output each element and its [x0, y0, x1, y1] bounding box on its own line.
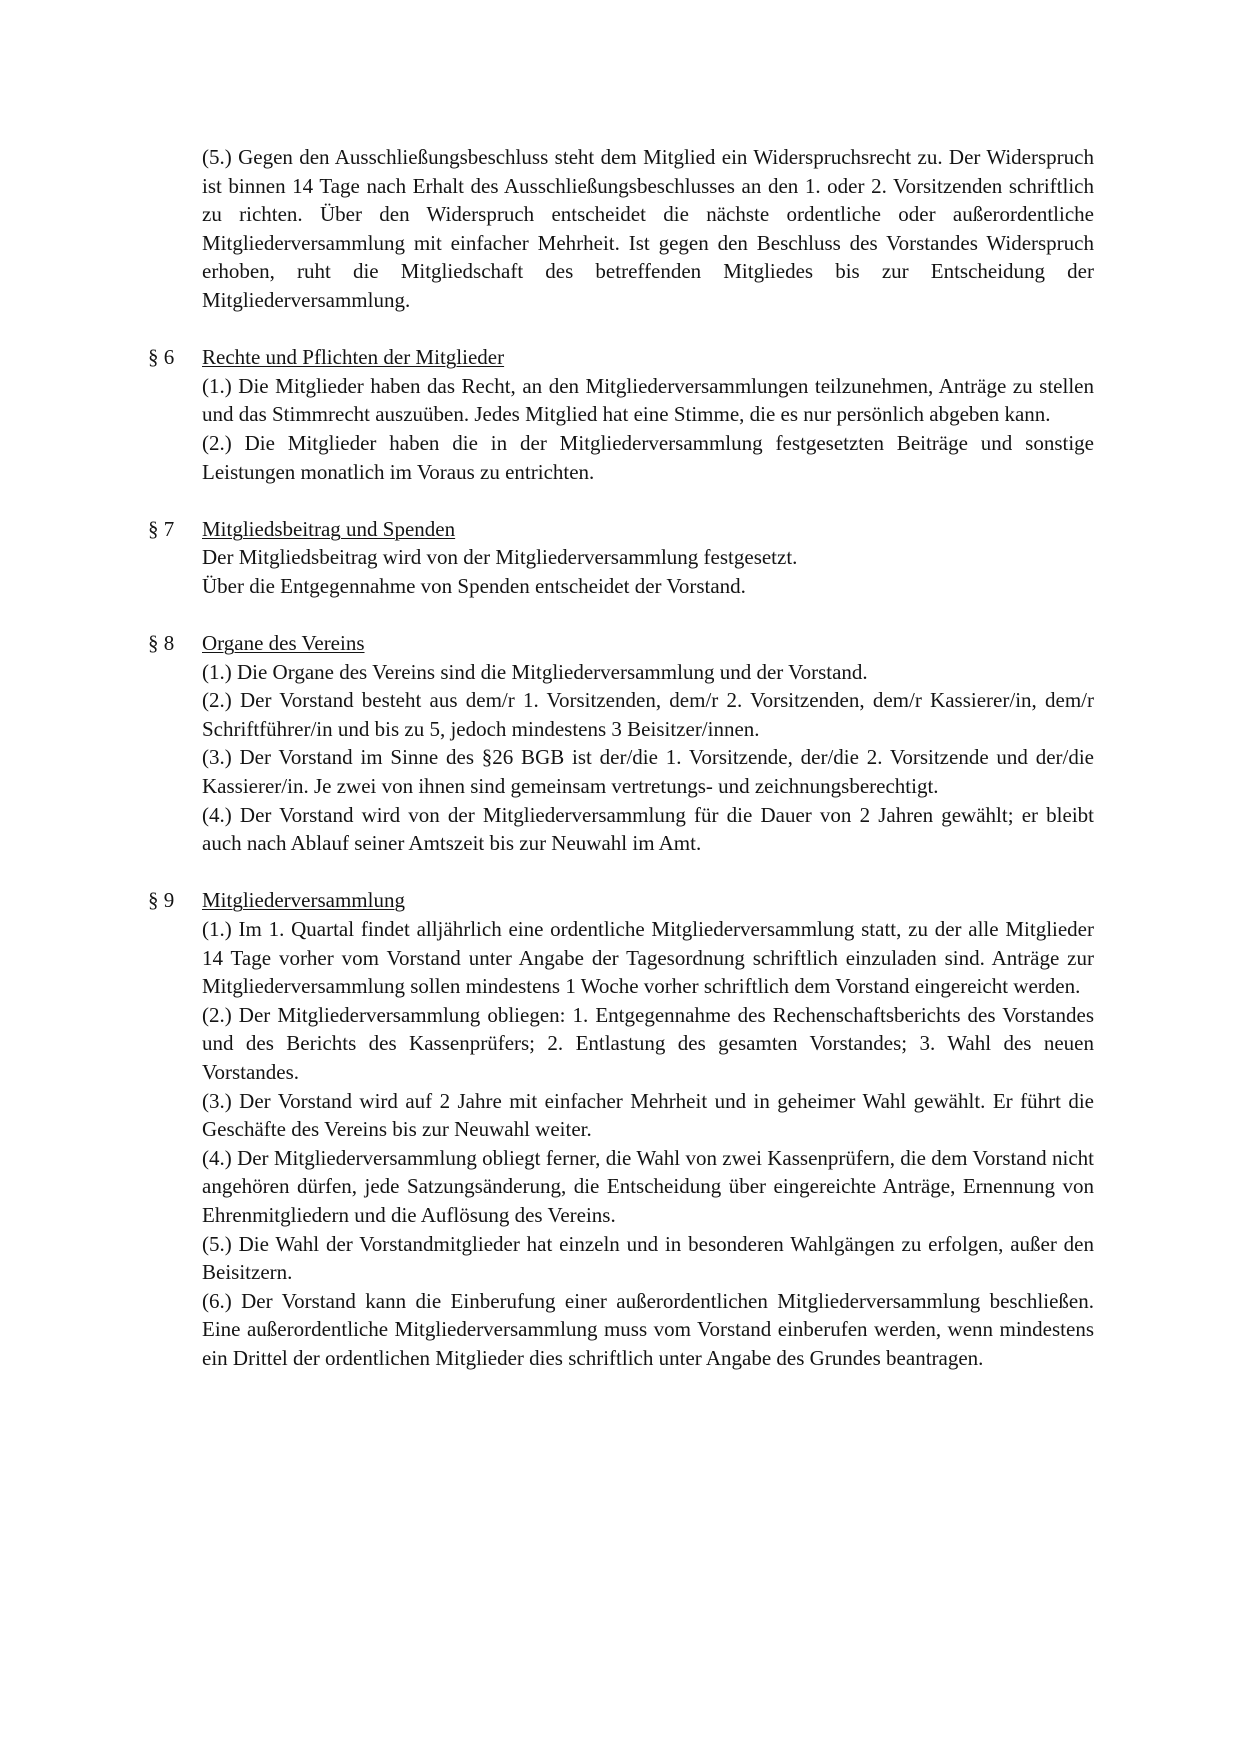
section-heading [148, 629, 1094, 658]
section-paragraph: (5.) Die Wahl der Vorstandmitglieder hat einzeln und in besonderen Wahlgängen zu erfolgen, außer den Beisitzern. [202, 1231, 1094, 1285]
document-body [148, 143, 1094, 1373]
section-title: Mitgliedsbeitrag und Spenden [202, 516, 456, 541]
section-title: Organe des Vereins [202, 631, 365, 656]
section-paragraph: (3.) Der Vorstand wird auf 2 Jahre mit einfacher Mehrheit und in geheimer Wahl gewählt. Er führt die Geschäfte des Vereins bis zur Neuwahl weiter. [202, 1088, 1094, 1142]
section-paragraph: (1.) Im 1. Quartal findet alljährlich eine ordentliche Mitgliederversammlung statt, zu der alle Mitglieder 14 Tage vorher vom Vorstand unter Angabe der Tagesordnung schriftlich einzuladen sind. Anträge zur Mitgliederversammlung sollen mindestens 1 Woche vorher schriftlich dem Vorstand eingereicht werden. [202, 917, 1094, 999]
section-number: § 7 [148, 516, 175, 541]
section-number: § 6 [148, 345, 175, 370]
section-9 [148, 886, 1094, 1372]
section-paragraph: (4.) Der Vorstand wird von der Mitgliederversammlung für die Dauer von 2 Jahren gewählt; er bleibt auch nach Ablauf seiner Amtszeit bis zur Neuwahl im Amt. [202, 802, 1094, 856]
section-paragraph: (4.) Der Mitgliederversammlung obliegt ferner, die Wahl von zwei Kassenprüfern, die dem Vorstand nicht angehören dürfen, jede Satzungsänderung, die Entscheidung über eingereichte Anträge, Ernennung von Ehrenmitgliedern und die Auflösung des Vereins. [202, 1145, 1094, 1227]
section-paragraph: (2.) Der Mitgliederversammlung obliegen: 1. Entgegennahme des Rechenschaftsberichts des Vorstandes und des Berichts des Kassenprüfers; 2. Entlastung des gesamten Vorstandes; 3. Wahl des neuen Vorstandes. [202, 1002, 1094, 1084]
section-paragraph: Der Mitgliedsbeitrag wird von der Mitgliederversammlung festgesetzt. [202, 545, 798, 570]
section-heading [148, 886, 1094, 915]
section-heading [148, 515, 1094, 544]
section-paragraph: (3.) Der Vorstand im Sinne des §26 BGB ist der/die 1. Vorsitzende, der/die 2. Vorsitzende und der/die Kassierer/in. Je zwei von ihnen sind gemeinsam vertretungs- und zeichnungsberechtigt. [202, 745, 1094, 799]
section-6 [148, 343, 1094, 486]
section-paragraph: (1.) Die Organe des Vereins sind die Mitgliederversammlung und der Vorstand. [202, 659, 868, 684]
section-number: § 8 [148, 631, 175, 656]
section-7 [148, 515, 1094, 601]
section-title: Mitgliederversammlung [202, 888, 405, 913]
section-paragraph: Über die Entgegennahme von Spenden entscheidet der Vorstand. [202, 573, 746, 598]
section-paragraph: (2.) Der Vorstand besteht aus dem/r 1. Vorsitzenden, dem/r 2. Vorsitzenden, dem/r Kassierer/in, dem/r Schriftführer/in und bis zu 5, jedoch mindestens 3 Beisitzer/innen. [202, 688, 1094, 741]
paragraph-5-widerspruch: (5.) Gegen den Ausschließungsbeschluss steht dem Mitglied ein Widerspruchsrecht zu. Der Widerspruch ist binnen 14 Tage nach Erhalt des Ausschließungsbeschlusses an den 1. oder 2. Vorsitzenden schriftlich zu richten. Über den Widerspruch entscheidet die nächste ordentliche oder außerordentliche Mitgliederversammlung mit einfacher Mehrheit. Ist gegen den Beschluss des Vorstandes Widerspruch erhoben, ruht die Mitgliedschaft des betreffenden Mitgliedes bis zur Entscheidung der Mitgliederversammlung. [202, 145, 1094, 312]
section-heading [148, 343, 1094, 372]
section-paragraph: (1.) Die Mitglieder haben das Recht, an den Mitgliederversammlungen teilzunehmen, Anträge zu stellen und das Stimmrecht auszuüben. Jedes Mitglied hat eine Stimme, die es nur persönlich abgeben kann. [202, 373, 1094, 427]
section-paragraph: (2.) Die Mitglieder haben die in der Mitgliederversammlung festgesetzten Beiträge und sonstige Leistungen monatlich im Voraus zu entrichten. [202, 430, 1094, 484]
section-number: § 9 [148, 888, 175, 913]
section-title: Rechte und Pflichten der Mitglieder [202, 345, 505, 370]
section-paragraph: (6.) Der Vorstand kann die Einberufung einer außerordentlichen Mitgliederversammlung beschließen. Eine außerordentliche Mitgliederversammlung muss vom Vorstand einberufen werden, wenn mindestens ein Drittel der ordentlichen Mitglieder dies schriftlich unter Angabe des Grundes beantragen. [202, 1288, 1094, 1370]
section-8 [148, 629, 1094, 858]
